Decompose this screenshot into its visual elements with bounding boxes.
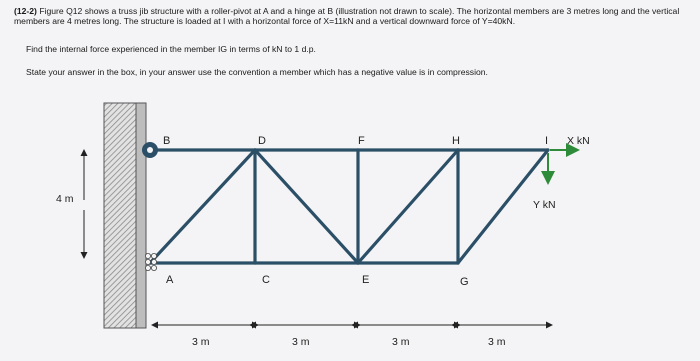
find-instruction: Find the internal force experienced in the member IG in terms of kN to 1 d.p. [26, 44, 316, 54]
wall-plate [136, 103, 146, 328]
span-label-1: 3 m [192, 336, 210, 348]
question-number: (12-2) [14, 6, 37, 16]
answer-instruction: State your answer in the box, in your answer use the convention a member which has a negative value is in compression. [26, 67, 488, 77]
force-y-label: Y kN [533, 199, 556, 211]
hinge-B [142, 142, 158, 158]
node-label-I: I [545, 135, 549, 147]
node-label-C: C [262, 274, 270, 286]
truss-members [150, 150, 548, 263]
node-label-A: A [166, 274, 174, 286]
question-body: Figure Q12 shows a truss jib structure with a roller-pivot at A and a hinge at B (illustration not drawn to scale). The horizontal members are 3 metres long and the vertical members are 4 metres long. The structure is loaded at I with a horizontal force of X=11kN and a vertical downward force of Y=40kN. [14, 6, 680, 26]
node-label-G: G [460, 276, 469, 288]
wall-support [104, 103, 136, 328]
span-label-4: 3 m [488, 336, 506, 348]
span-label-2: 3 m [292, 336, 310, 348]
node-label-D: D [258, 135, 266, 147]
node-label-F: F [358, 135, 365, 147]
height-label: 4 m [56, 193, 74, 205]
member-AD [150, 150, 255, 263]
span-label-3: 3 m [392, 336, 410, 348]
node-label-E: E [362, 274, 370, 286]
member-DE [255, 150, 358, 263]
force-x-label: X kN [567, 135, 590, 147]
member-EH [358, 150, 458, 263]
node-label-H: H [452, 135, 460, 147]
node-label-B: B [163, 135, 171, 147]
